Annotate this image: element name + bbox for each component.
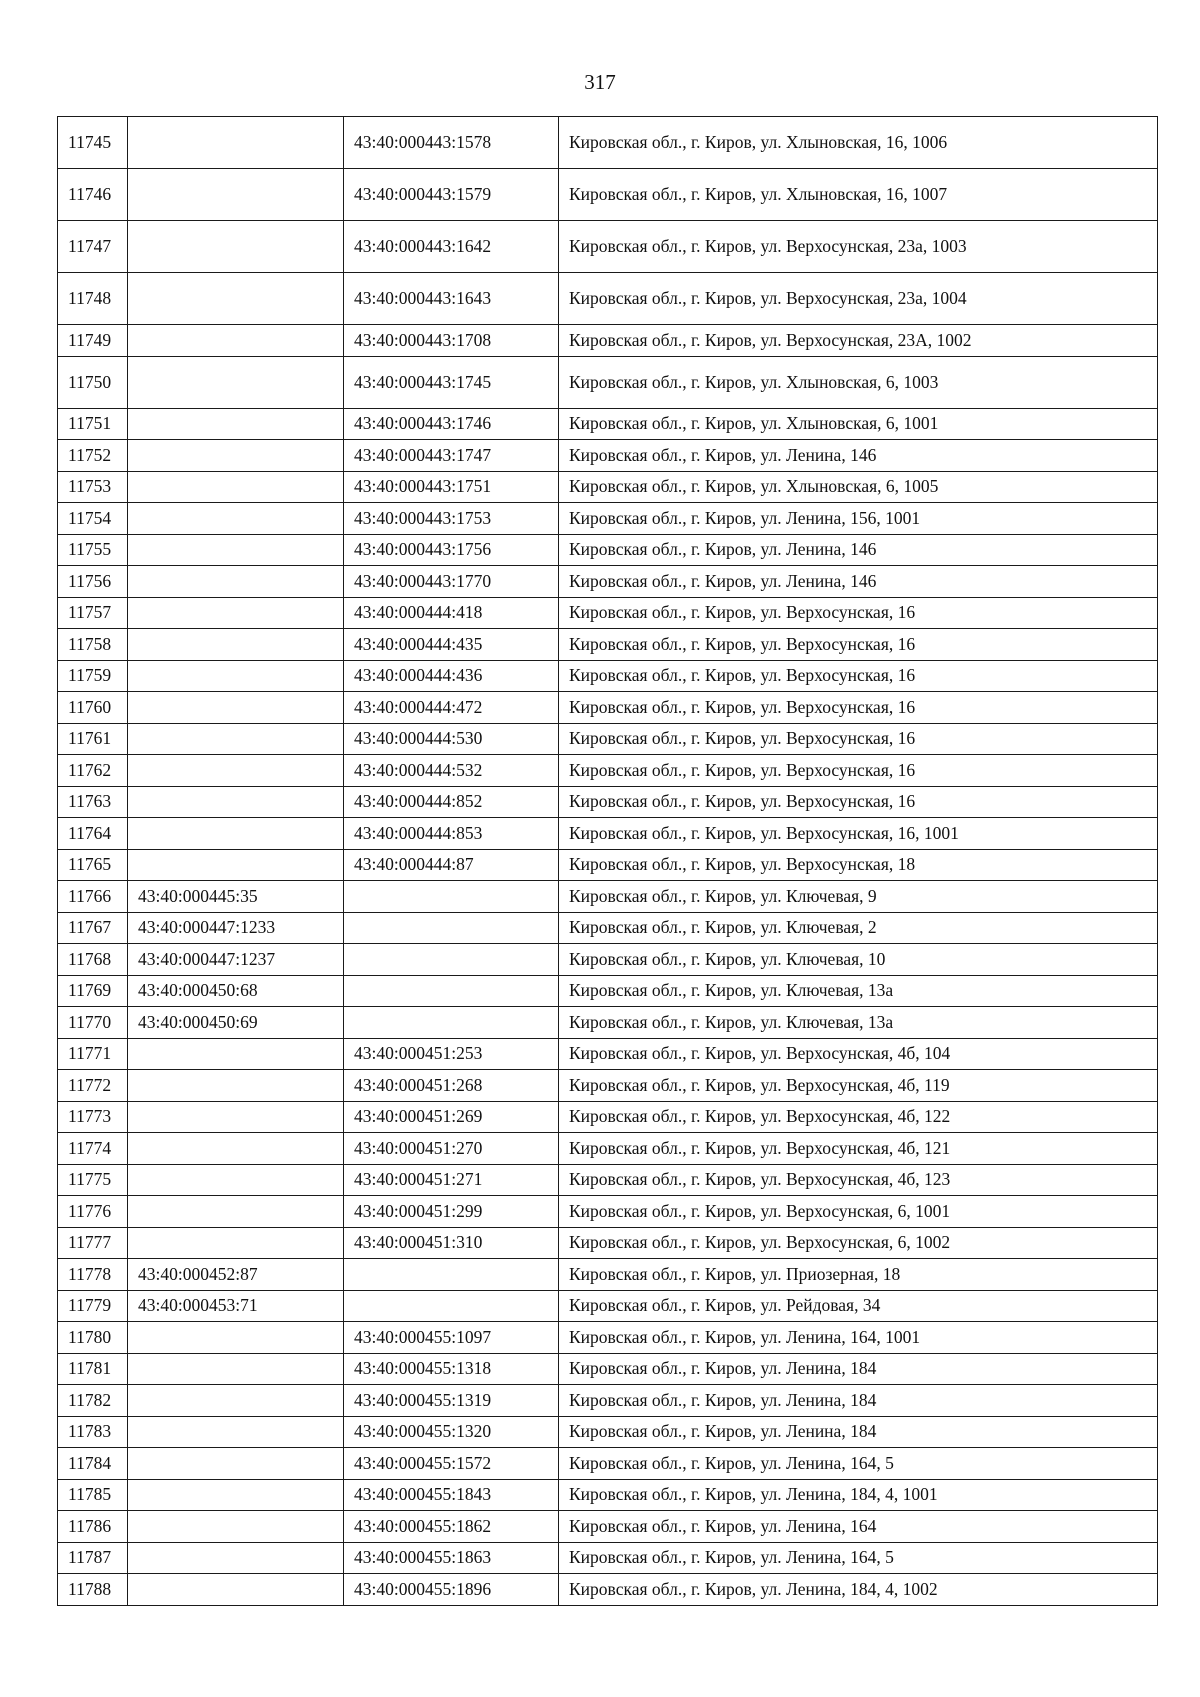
land-cadastral-number-cell [128, 534, 344, 566]
address-cell: Кировская обл., г. Киров, ул. Верхосунская, 16 [559, 755, 1158, 787]
row-number-cell: 11774 [58, 1133, 128, 1165]
building-cadastral-number-cell: 43:40:000443:1753 [344, 503, 559, 535]
table-row [58, 629, 1158, 661]
building-cadastral-number-cell: 43:40:000443:1642 [344, 221, 559, 273]
land-cadastral-number-cell [128, 1479, 344, 1511]
address-cell: Кировская обл., г. Киров, ул. Ленина, 164, 5 [559, 1448, 1158, 1480]
table-row [58, 1007, 1158, 1039]
land-cadastral-number-cell: 43:40:000447:1237 [128, 944, 344, 976]
table-row [58, 597, 1158, 629]
table-row [58, 975, 1158, 1007]
land-cadastral-number-cell [128, 755, 344, 787]
building-cadastral-number-cell: 43:40:000444:530 [344, 723, 559, 755]
table-row [58, 1227, 1158, 1259]
address-cell: Кировская обл., г. Киров, ул. Ленина, 146 [559, 534, 1158, 566]
building-cadastral-number-cell: 43:40:000444:436 [344, 660, 559, 692]
land-cadastral-number-cell [128, 1196, 344, 1228]
land-cadastral-number-cell [128, 1448, 344, 1480]
building-cadastral-number-cell: 43:40:000455:1320 [344, 1416, 559, 1448]
land-cadastral-number-cell [128, 1038, 344, 1070]
land-cadastral-number-cell [128, 1164, 344, 1196]
table-row [58, 471, 1158, 503]
building-cadastral-number-cell: 43:40:000455:1863 [344, 1542, 559, 1574]
table-row [58, 1322, 1158, 1354]
address-cell: Кировская обл., г. Киров, ул. Ключевая, 10 [559, 944, 1158, 976]
address-cell: Кировская обл., г. Киров, ул. Ленина, 164, 5 [559, 1542, 1158, 1574]
land-cadastral-number-cell [128, 169, 344, 221]
table-row [58, 1196, 1158, 1228]
table-row [58, 1511, 1158, 1543]
address-cell: Кировская обл., г. Киров, ул. Верхосунская, 18 [559, 849, 1158, 881]
row-number-cell: 11749 [58, 325, 128, 357]
address-cell: Кировская обл., г. Киров, ул. Верхосунская, 23а, 1003 [559, 221, 1158, 273]
table-row [58, 818, 1158, 850]
building-cadastral-number-cell: 43:40:000443:1747 [344, 440, 559, 472]
table-row [58, 660, 1158, 692]
land-cadastral-number-cell [128, 1322, 344, 1354]
table-row [58, 912, 1158, 944]
address-cell: Кировская обл., г. Киров, ул. Верхосунская, 4б, 104 [559, 1038, 1158, 1070]
land-cadastral-number-cell [128, 723, 344, 755]
land-cadastral-number-cell [128, 660, 344, 692]
row-number-cell: 11759 [58, 660, 128, 692]
row-number-cell: 11765 [58, 849, 128, 881]
land-cadastral-number-cell: 43:40:000447:1233 [128, 912, 344, 944]
building-cadastral-number-cell [344, 975, 559, 1007]
row-number-cell: 11758 [58, 629, 128, 661]
row-number-cell: 11747 [58, 221, 128, 273]
address-cell: Кировская обл., г. Киров, ул. Верхосунская, 4б, 123 [559, 1164, 1158, 1196]
building-cadastral-number-cell [344, 881, 559, 913]
building-cadastral-number-cell: 43:40:000455:1572 [344, 1448, 559, 1480]
table-row [58, 325, 1158, 357]
building-cadastral-number-cell [344, 912, 559, 944]
building-cadastral-number-cell [344, 1259, 559, 1291]
address-cell: Кировская обл., г. Киров, ул. Хлыновская, 6, 1001 [559, 408, 1158, 440]
land-cadastral-number-cell [128, 325, 344, 357]
building-cadastral-number-cell: 43:40:000451:310 [344, 1227, 559, 1259]
row-number-cell: 11788 [58, 1574, 128, 1606]
row-number-cell: 11751 [58, 408, 128, 440]
land-cadastral-number-cell [128, 356, 344, 408]
row-number-cell: 11773 [58, 1101, 128, 1133]
table-row [58, 1574, 1158, 1606]
address-cell: Кировская обл., г. Киров, ул. Верхосунская, 4б, 122 [559, 1101, 1158, 1133]
building-cadastral-number-cell: 43:40:000443:1770 [344, 566, 559, 598]
building-cadastral-number-cell: 43:40:000451:253 [344, 1038, 559, 1070]
address-cell: Кировская обл., г. Киров, ул. Ленина, 164, 1001 [559, 1322, 1158, 1354]
land-cadastral-number-cell [128, 503, 344, 535]
table-row [58, 169, 1158, 221]
land-cadastral-number-cell [128, 440, 344, 472]
table-row [58, 881, 1158, 913]
land-cadastral-number-cell: 43:40:000452:87 [128, 1259, 344, 1291]
table-row [58, 723, 1158, 755]
row-number-cell: 11776 [58, 1196, 128, 1228]
land-cadastral-number-cell [128, 273, 344, 325]
land-cadastral-number-cell: 43:40:000453:71 [128, 1290, 344, 1322]
row-number-cell: 11778 [58, 1259, 128, 1291]
table-row [58, 1448, 1158, 1480]
address-cell: Кировская обл., г. Киров, ул. Ключевая, 2 [559, 912, 1158, 944]
row-number-cell: 11768 [58, 944, 128, 976]
building-cadastral-number-cell: 43:40:000443:1643 [344, 273, 559, 325]
address-cell: Кировская обл., г. Киров, ул. Верхосунская, 16 [559, 723, 1158, 755]
building-cadastral-number-cell: 43:40:000455:1862 [344, 1511, 559, 1543]
building-cadastral-number-cell: 43:40:000444:532 [344, 755, 559, 787]
land-cadastral-number-cell [128, 221, 344, 273]
building-cadastral-number-cell: 43:40:000455:1843 [344, 1479, 559, 1511]
row-number-cell: 11763 [58, 786, 128, 818]
table-row [58, 786, 1158, 818]
page-number: 317 [584, 70, 616, 94]
land-cadastral-number-cell [128, 117, 344, 169]
row-number-cell: 11785 [58, 1479, 128, 1511]
property-registry-table [57, 116, 1158, 1606]
building-cadastral-number-cell: 43:40:000455:1319 [344, 1385, 559, 1417]
address-cell: Кировская обл., г. Киров, ул. Верхосунская, 6, 1001 [559, 1196, 1158, 1228]
table-row [58, 566, 1158, 598]
address-cell: Кировская обл., г. Киров, ул. Ключевая, 13а [559, 1007, 1158, 1039]
table-row [58, 1101, 1158, 1133]
row-number-cell: 11769 [58, 975, 128, 1007]
address-cell: Кировская обл., г. Киров, ул. Ленина, 184 [559, 1416, 1158, 1448]
row-number-cell: 11783 [58, 1416, 128, 1448]
land-cadastral-number-cell [128, 1133, 344, 1165]
building-cadastral-number-cell: 43:40:000443:1708 [344, 325, 559, 357]
address-cell: Кировская обл., г. Киров, ул. Ленина, 184 [559, 1353, 1158, 1385]
building-cadastral-number-cell: 43:40:000451:269 [344, 1101, 559, 1133]
land-cadastral-number-cell [128, 597, 344, 629]
row-number-cell: 11755 [58, 534, 128, 566]
table-row [58, 1416, 1158, 1448]
address-cell: Кировская обл., г. Киров, ул. Верхосунская, 16, 1001 [559, 818, 1158, 850]
building-cadastral-number-cell: 43:40:000444:87 [344, 849, 559, 881]
building-cadastral-number-cell: 43:40:000444:472 [344, 692, 559, 724]
table-row [58, 221, 1158, 273]
row-number-cell: 11787 [58, 1542, 128, 1574]
table-row [58, 408, 1158, 440]
address-cell: Кировская обл., г. Киров, ул. Ключевая, 9 [559, 881, 1158, 913]
land-cadastral-number-cell [128, 1101, 344, 1133]
address-cell: Кировская обл., г. Киров, ул. Хлыновская, 6, 1003 [559, 356, 1158, 408]
row-number-cell: 11746 [58, 169, 128, 221]
address-cell: Кировская обл., г. Киров, ул. Верхосунская, 4б, 119 [559, 1070, 1158, 1102]
building-cadastral-number-cell: 43:40:000455:1097 [344, 1322, 559, 1354]
land-cadastral-number-cell: 43:40:000450:69 [128, 1007, 344, 1039]
address-cell: Кировская обл., г. Киров, ул. Верхосунская, 16 [559, 692, 1158, 724]
land-cadastral-number-cell: 43:40:000450:68 [128, 975, 344, 1007]
building-cadastral-number-cell: 43:40:000444:852 [344, 786, 559, 818]
table-row [58, 692, 1158, 724]
address-cell: Кировская обл., г. Киров, ул. Ленина, 156, 1001 [559, 503, 1158, 535]
land-cadastral-number-cell [128, 1511, 344, 1543]
building-cadastral-number-cell: 43:40:000451:268 [344, 1070, 559, 1102]
row-number-cell: 11781 [58, 1353, 128, 1385]
row-number-cell: 11750 [58, 356, 128, 408]
table-row [58, 534, 1158, 566]
row-number-cell: 11777 [58, 1227, 128, 1259]
land-cadastral-number-cell [128, 1227, 344, 1259]
row-number-cell: 11772 [58, 1070, 128, 1102]
address-cell: Кировская обл., г. Киров, ул. Хлыновская, 6, 1005 [559, 471, 1158, 503]
table-row [58, 1038, 1158, 1070]
land-cadastral-number-cell [128, 1070, 344, 1102]
row-number-cell: 11753 [58, 471, 128, 503]
building-cadastral-number-cell: 43:40:000444:418 [344, 597, 559, 629]
row-number-cell: 11754 [58, 503, 128, 535]
building-cadastral-number-cell: 43:40:000443:1745 [344, 356, 559, 408]
table-row [58, 1070, 1158, 1102]
building-cadastral-number-cell: 43:40:000443:1756 [344, 534, 559, 566]
address-cell: Кировская обл., г. Киров, ул. Верхосунская, 4б, 121 [559, 1133, 1158, 1165]
land-cadastral-number-cell [128, 408, 344, 440]
row-number-cell: 11762 [58, 755, 128, 787]
building-cadastral-number-cell [344, 944, 559, 976]
table-row [58, 273, 1158, 325]
table-row [58, 1479, 1158, 1511]
building-cadastral-number-cell [344, 1007, 559, 1039]
table-row [58, 1133, 1158, 1165]
table-row [58, 1385, 1158, 1417]
address-cell: Кировская обл., г. Киров, ул. Приозерная, 18 [559, 1259, 1158, 1291]
address-cell: Кировская обл., г. Киров, ул. Ленина, 184 [559, 1385, 1158, 1417]
building-cadastral-number-cell: 43:40:000444:853 [344, 818, 559, 850]
table-row [58, 440, 1158, 472]
address-cell: Кировская обл., г. Киров, ул. Верхосунская, 16 [559, 786, 1158, 818]
building-cadastral-number-cell: 43:40:000443:1579 [344, 169, 559, 221]
building-cadastral-number-cell: 43:40:000444:435 [344, 629, 559, 661]
row-number-cell: 11757 [58, 597, 128, 629]
address-cell: Кировская обл., г. Киров, ул. Верхосунская, 23А, 1002 [559, 325, 1158, 357]
address-cell: Кировская обл., г. Киров, ул. Ленина, 184, 4, 1002 [559, 1574, 1158, 1606]
land-cadastral-number-cell [128, 471, 344, 503]
row-number-cell: 11775 [58, 1164, 128, 1196]
address-cell: Кировская обл., г. Киров, ул. Ленина, 184, 4, 1001 [559, 1479, 1158, 1511]
building-cadastral-number-cell: 43:40:000451:270 [344, 1133, 559, 1165]
table-row [58, 755, 1158, 787]
building-cadastral-number-cell: 43:40:000451:299 [344, 1196, 559, 1228]
address-cell: Кировская обл., г. Киров, ул. Верхосунская, 16 [559, 597, 1158, 629]
land-cadastral-number-cell [128, 1574, 344, 1606]
building-cadastral-number-cell [344, 1290, 559, 1322]
address-cell: Кировская обл., г. Киров, ул. Верхосунская, 16 [559, 629, 1158, 661]
row-number-cell: 11782 [58, 1385, 128, 1417]
row-number-cell: 11745 [58, 117, 128, 169]
row-number-cell: 11761 [58, 723, 128, 755]
table-row [58, 1164, 1158, 1196]
building-cadastral-number-cell: 43:40:000443:1578 [344, 117, 559, 169]
row-number-cell: 11767 [58, 912, 128, 944]
row-number-cell: 11786 [58, 1511, 128, 1543]
row-number-cell: 11766 [58, 881, 128, 913]
table-row [58, 944, 1158, 976]
address-cell: Кировская обл., г. Киров, ул. Ключевая, 13а [559, 975, 1158, 1007]
land-cadastral-number-cell [128, 1542, 344, 1574]
table-row [58, 117, 1158, 169]
address-cell: Кировская обл., г. Киров, ул. Верхосунская, 16 [559, 660, 1158, 692]
table-row [58, 356, 1158, 408]
building-cadastral-number-cell: 43:40:000455:1318 [344, 1353, 559, 1385]
row-number-cell: 11784 [58, 1448, 128, 1480]
row-number-cell: 11771 [58, 1038, 128, 1070]
building-cadastral-number-cell: 43:40:000443:1751 [344, 471, 559, 503]
row-number-cell: 11752 [58, 440, 128, 472]
land-cadastral-number-cell [128, 1416, 344, 1448]
table-row [58, 1290, 1158, 1322]
address-cell: Кировская обл., г. Киров, ул. Хлыновская, 16, 1006 [559, 117, 1158, 169]
row-number-cell: 11760 [58, 692, 128, 724]
land-cadastral-number-cell [128, 786, 344, 818]
land-cadastral-number-cell [128, 849, 344, 881]
building-cadastral-number-cell: 43:40:000443:1746 [344, 408, 559, 440]
table-row [58, 849, 1158, 881]
row-number-cell: 11756 [58, 566, 128, 598]
address-cell: Кировская обл., г. Киров, ул. Ленина, 146 [559, 440, 1158, 472]
land-cadastral-number-cell [128, 818, 344, 850]
land-cadastral-number-cell [128, 1385, 344, 1417]
land-cadastral-number-cell [128, 1353, 344, 1385]
row-number-cell: 11780 [58, 1322, 128, 1354]
building-cadastral-number-cell: 43:40:000455:1896 [344, 1574, 559, 1606]
table-row [58, 503, 1158, 535]
building-cadastral-number-cell: 43:40:000451:271 [344, 1164, 559, 1196]
address-cell: Кировская обл., г. Киров, ул. Ленина, 164 [559, 1511, 1158, 1543]
row-number-cell: 11779 [58, 1290, 128, 1322]
address-cell: Кировская обл., г. Киров, ул. Верхосунская, 6, 1002 [559, 1227, 1158, 1259]
address-cell: Кировская обл., г. Киров, ул. Хлыновская, 16, 1007 [559, 169, 1158, 221]
registry-table-body [58, 117, 1158, 1606]
land-cadastral-number-cell [128, 566, 344, 598]
row-number-cell: 11748 [58, 273, 128, 325]
land-cadastral-number-cell [128, 692, 344, 724]
table-row [58, 1353, 1158, 1385]
address-cell: Кировская обл., г. Киров, ул. Рейдовая, 34 [559, 1290, 1158, 1322]
row-number-cell: 11770 [58, 1007, 128, 1039]
address-cell: Кировская обл., г. Киров, ул. Верхосунская, 23а, 1004 [559, 273, 1158, 325]
land-cadastral-number-cell [128, 629, 344, 661]
table-row [58, 1259, 1158, 1291]
row-number-cell: 11764 [58, 818, 128, 850]
table-row [58, 1542, 1158, 1574]
address-cell: Кировская обл., г. Киров, ул. Ленина, 146 [559, 566, 1158, 598]
land-cadastral-number-cell: 43:40:000445:35 [128, 881, 344, 913]
